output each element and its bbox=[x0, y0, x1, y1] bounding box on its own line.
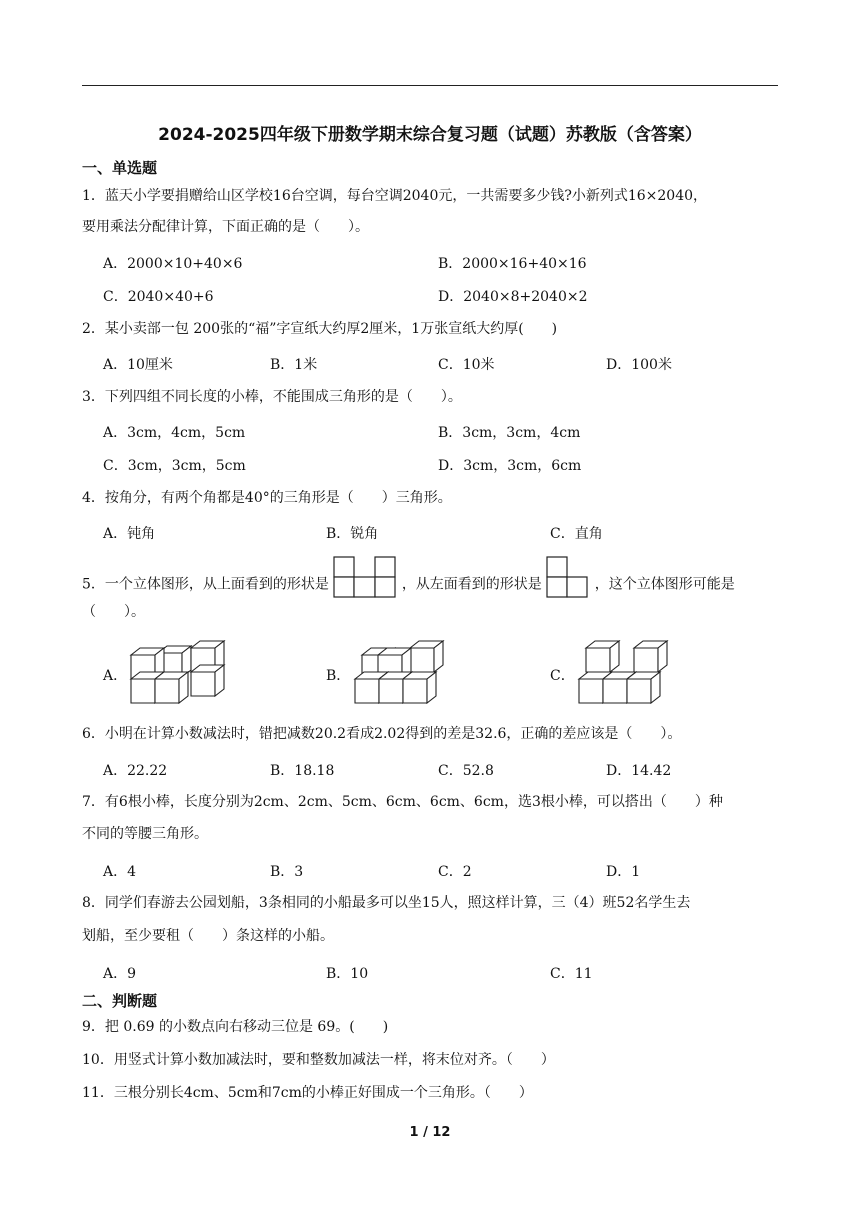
question-7-line-2: 不同的等腰三角形。 bbox=[82, 826, 208, 842]
question-11: 11．三根分别长4cm、5cm和7cm的小棒正好围成一个三角形。（ ） bbox=[82, 1085, 533, 1101]
page-title: 2024-2025四年级下册数学期末综合复习题（试题）苏教版（含答案） bbox=[158, 125, 702, 145]
q4-option-c: C．直角 bbox=[550, 526, 603, 542]
q7-option-d: D．1 bbox=[606, 864, 641, 880]
q6-option-c: C．52.8 bbox=[438, 763, 494, 779]
question-2: 2．某小卖部一包 200张的“福”字宣纸大约厚2厘米，1万张宣纸大约厚( ) bbox=[82, 321, 558, 337]
q1-option-a: A．2000×10+40×6 bbox=[103, 256, 243, 272]
option-a-cube-figure bbox=[128, 635, 230, 710]
question-6: 6．小明在计算小数减法时，错把减数20.2看成2.02得到的差是32.6，正确的差应该是（ ）。 bbox=[82, 726, 682, 742]
q5-text-part-2: ，从左面看到的形状是 bbox=[401, 576, 542, 593]
q8-option-c: C．11 bbox=[550, 966, 593, 982]
page-number: 1 / 12 bbox=[409, 1125, 451, 1140]
q5-option-a: A． bbox=[103, 668, 128, 684]
question-1-line-2: 要用乘法分配律计算，下面正确的是（ ）。 bbox=[82, 219, 369, 235]
q4-option-b: B．锐角 bbox=[326, 526, 379, 542]
q3-option-a: A．3cm，4cm，5cm bbox=[103, 425, 246, 441]
option-b-cube-figure bbox=[350, 635, 448, 710]
q8-option-b: B．10 bbox=[326, 966, 369, 982]
section-heading-single-choice: 一、单选题 bbox=[82, 159, 158, 177]
q1-option-d: D．2040×8+2040×2 bbox=[438, 289, 588, 305]
q7-option-a: A．4 bbox=[103, 864, 137, 880]
q5-text-part-1: 5．一个立体图形，从上面看到的形状是 bbox=[82, 576, 329, 593]
question-8-line-1: 8．同学们春游去公园划船，3条相同的小船最多可以坐15人，照这样计算，三（4）班52名学生去 bbox=[82, 895, 691, 911]
option-c-cube-figure bbox=[574, 635, 672, 710]
q3-option-d: D．3cm，3cm，6cm bbox=[438, 458, 582, 474]
question-10: 10．用竖式计算小数加减法时，要和整数加减法一样，将末位对齐。（ ） bbox=[82, 1052, 555, 1068]
q7-option-b: B．3 bbox=[270, 864, 304, 880]
section-heading-true-false: 二、判断题 bbox=[82, 992, 158, 1010]
cube bbox=[191, 665, 224, 696]
question-7-line-1: 7．有6根小棒，长度分别为2cm、2cm、5cm、6cm、6cm、6cm，选3根小棒，可以搭出（ ）种 bbox=[82, 794, 723, 810]
q6-option-d: D．14.42 bbox=[606, 763, 672, 779]
question-5-line-2: （ ）。 bbox=[82, 604, 145, 620]
question-8-line-2: 划船，至少要租（ ）条这样的小船。 bbox=[82, 928, 334, 944]
cube bbox=[403, 672, 436, 703]
cube bbox=[155, 672, 188, 703]
q1-option-c: C．2040×40+6 bbox=[103, 289, 214, 305]
question-3: 3．下列四组不同长度的小棒，不能围成三角形的是（ ）。 bbox=[82, 389, 462, 405]
q7-option-c: C．2 bbox=[438, 864, 472, 880]
question-9: 9．把 0.69 的小数点向右移动三位是 69。( ) bbox=[82, 1019, 389, 1035]
q6-option-a: A．22.22 bbox=[103, 763, 168, 779]
q2-option-b: B．1米 bbox=[270, 357, 318, 373]
cube bbox=[410, 641, 443, 672]
q3-option-b: B．3cm，3cm，4cm bbox=[438, 425, 581, 441]
q8-option-a: A．9 bbox=[103, 966, 137, 982]
q6-option-b: B．18.18 bbox=[270, 763, 335, 779]
q2-option-d: D．100米 bbox=[606, 357, 672, 373]
q1-option-b: B．2000×16+40×16 bbox=[438, 256, 587, 272]
cube bbox=[634, 641, 667, 672]
q2-option-c: C．10米 bbox=[438, 357, 495, 373]
q2-option-a: A．10厘米 bbox=[103, 357, 173, 373]
q5-text-part-3: ，这个立体图形可能是 bbox=[594, 576, 735, 593]
q3-option-c: C．3cm，3cm，5cm bbox=[103, 458, 246, 474]
q4-option-a: A．钝角 bbox=[103, 526, 156, 542]
cube bbox=[627, 672, 660, 703]
cube bbox=[586, 641, 619, 672]
header-rule bbox=[82, 85, 778, 86]
question-1-line-1: 1．蓝天小学要捐赠给山区学校16台空调，每台空调2040元，一共需要多少钱?小新列式16×2040， bbox=[82, 188, 708, 204]
q5-option-c: C． bbox=[550, 668, 575, 684]
q5-option-b: B． bbox=[326, 668, 351, 684]
question-4: 4．按角分，有两个角都是40°的三角形是（ ）三角形。 bbox=[82, 490, 452, 506]
